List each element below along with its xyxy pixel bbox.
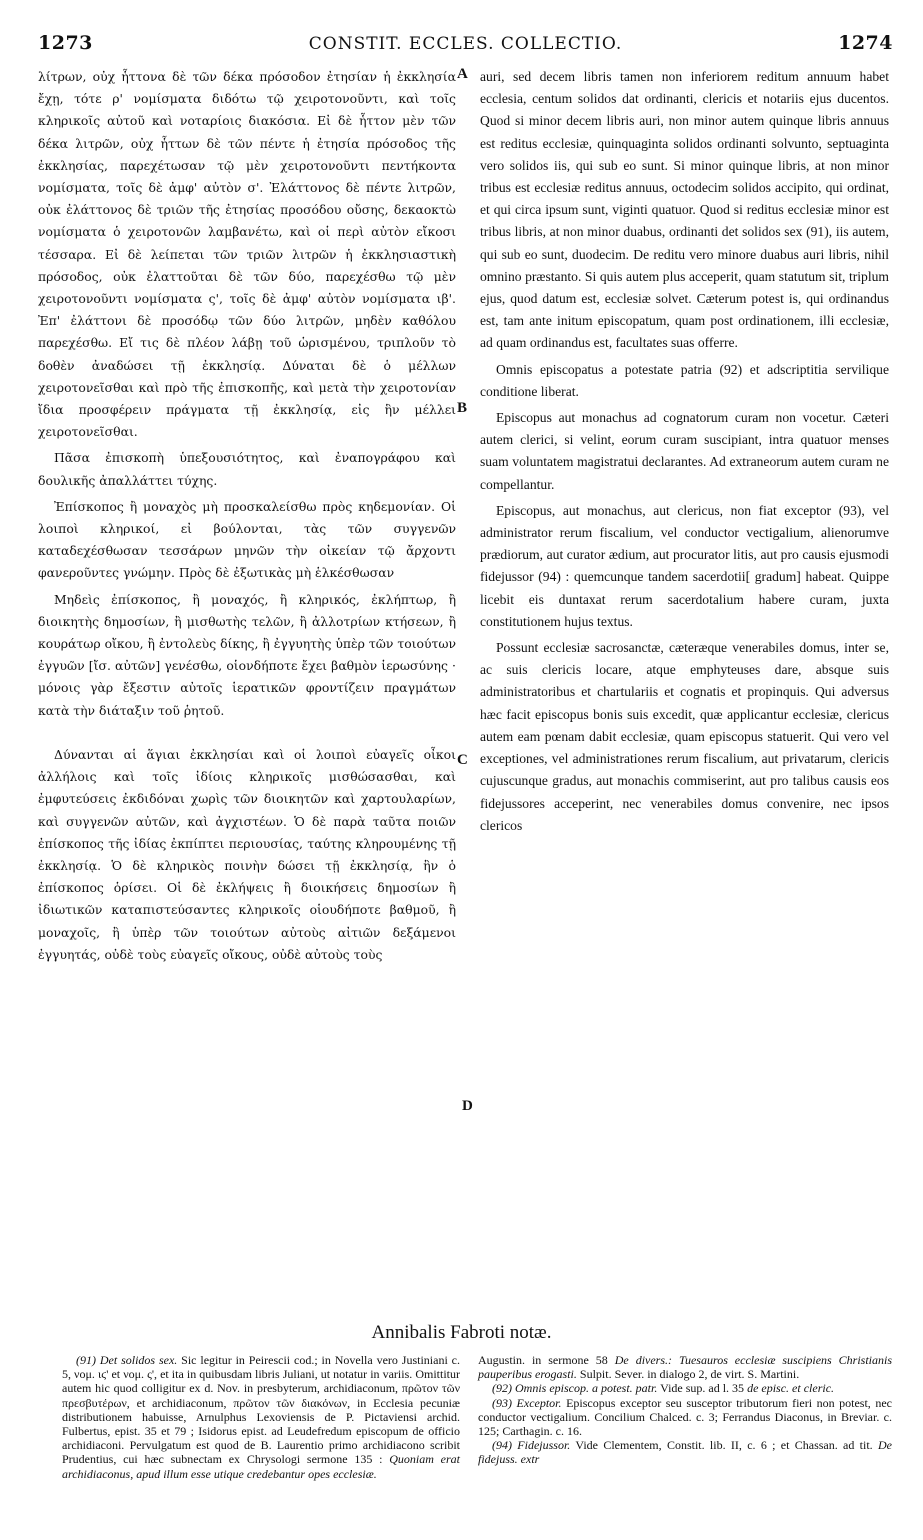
greek-column <box>38 66 456 966</box>
note-94 <box>478 1438 892 1466</box>
note-91-continued <box>478 1353 892 1381</box>
latin-paragraph: auri, sed decem libris tamen non inferiorem reditum annuum habet ecclesia, centum solidos dat ordinanti, clericis et notariis ejus ducentos. Quod si minor decem libris auri, non minor autem quinque libris annuus est reditus ecclesiæ, quinquaginta solidos ordinanti solvunto, septuaginta vero solidos iis, qui sub eo sunt. Si minor quinque libris, at non minor tribus est ecclesiæ reditus annuus, octodecim solidos accipito, qui ordinat, et qui circa ipsum sunt, viginti quatuor. Quod si reditus ecclesiæ minor est tribus libris, at non minor duabus, ordinanti det solidos sex (91), iis autem, qui sub eo sunt, duodecim. De reditu vero minore duabus auri libris, nihil omnino præstanto. Si quis autem plus acceperit, quam statutum sit, triplum ejus, quod datum est, ecclesiæ solvet. Cæterum potest is, qui ordinandus est, tam ante initum episcopatum, quam post ordinationem, illi ecclesiæ, ad quam ordinandus est, facultates suas offerre. <box>480 69 889 351</box>
notes-left-column <box>62 1353 460 1481</box>
note-lead: (94) Fidejussor. <box>492 1438 571 1453</box>
page-number-right: 1274 <box>838 32 893 54</box>
latin-column <box>480 66 889 837</box>
section-marker-c: C <box>457 752 468 768</box>
note-text: Vide Clementem, Constit. lib. II, c. 6 ; et Chassan. ad tit. <box>575 1438 873 1453</box>
note-text: Vide sup. ad l. 35 <box>660 1381 745 1396</box>
page-number-left: 1273 <box>38 32 93 54</box>
latin-paragraph: Episcopus, aut monachus, aut clericus, non fiat exceptor (93), vel administrator rerum fiscalium, vel conductor vectigalium, alienorumve prædiorum, aut curator ædium, aut procurator litis, aut pro causis ejusmodi fidejussor (94) : quemcunque tandem sacerdotii[ gradum] habeat. Quippe licebit eis duntaxat rerum sacerdotalium habere curam, juxta constitutionem hujus textus. <box>480 502 889 629</box>
note-91 <box>62 1353 460 1481</box>
greek-paragraph: λίτρων, οὐχ ἧττονα δὲ τῶν δέκα πρόσοδον ἐτησίαν ἡ ἐκκλησία ἔχῃ, τότε ρ' νομίσματα διδότω τῷ χειροτονοῦντι, καὶ τοῖς κληρικοῖς αὐτοῦ καὶ νοταρίοις διακόσια. Εἰ δὲ ἧττον μὲν τῶν δέκα λιτρῶν, οὐχ ἧττων δὲ τῶν πέντε ἡ ἐτησία πρόσοδος τῆς ἐκκλησίας, παρεχέτωσαν τῷ μὲν χειροτονοῦντι πεντήκοντα νομίσματα, τοῖς δὲ ἀμφ' αὐτὸν σ'. Ἐλάττονος δὲ πέντε λιτρῶν, οὐκ ἐλάττονος δὲ τριῶν τῆς ἐτησίας προσόδου οὔσης, δεκαοκτὼ νομίσματα ὁ χειροτονῶν λαμβανέτω, καὶ οἱ περὶ αὐτὸν εἴκοσι τέσσαρα. Εἰ δὲ λείπεται τῶν τριῶν λιτρῶν ἡ ἐκκλησιαστικὴ πρόσοδος, οὐκ ἐλαττοῦται δὲ τῶν δύο, παρεχέσθω τῷ μὲν χειροτονοῦντι νομίσματα ς', τοῖς δὲ ἀμφ' αὐτὸν νομίσματα ιβ'. Ἐπ' ἐλάττονι δὲ προσόδῳ τῶν δύο λιτρῶν, μηδὲν καθόλου παρεχέσθω. Εἴ τις δὲ πλέον λάβῃ τοῦ ὡρισμένου, τριπλοῦν τὸ δοθὲν ἀναδώσει τῇ ἐκκλησίᾳ. Δύναται δὲ ὁ μέλλων χειροτονεῖσθαι καὶ πρὸ τῆς ἐπισκοπῆς, καὶ μετὰ τὴν χειροτονίαν ἴδια προσφέρειν πράγματα τῇ ἐκκλησίᾳ, εἰς ἣν μέλλει χειροτονεῖσθαι. <box>38 69 456 440</box>
note-text: Augustin. in sermone 58 <box>478 1353 608 1367</box>
note-quote: De divers.: Tuesauros ecclesiæ suscipiens Christianis pauperibus erogasti. <box>478 1353 893 1382</box>
note-lead: (93) Exceptor. <box>492 1395 562 1410</box>
greek-paragraph: Μηδεὶς ἐπίσκοπος, ἢ μοναχός, ἢ κληρικός, ἐκλήπτωρ, ἢ διοικητὴς δημοσίων, ἢ μισθωτὴς τελῶν, ἢ ἀλλοτρίων κτήσεων, ἢ κουράτωρ οἴκου, ἢ ἐντολεὺς δίκης, ἢ ἐγγυητὴς ὑπὲρ τῶν τοιούτων ἐγγυῶν [ἴσ. αὐτῶν] γενέσθω, οἱονδήποτε ἔχει βαθμὸν ἱερωσύνης · μόνοις γὰρ ἔξεστιν αὐτοῖς ἱερατικῶν φροντίζειν πραγμάτων κατὰ τὴν διάταξιν τοῦ ῥητοῦ. <box>38 591 456 718</box>
note-ref: de episc. et cleric. <box>747 1381 835 1396</box>
latin-paragraph: Possunt ecclesiæ sacrosanctæ, cæteræque venerabiles domus, inter se, ac suis clericis locare, atque emphyteuses dare, absque suis administratoribus et chartulariis et cognatis et propinquis. Qui adversus hæc facit episcopus bonis suis excedit, quæ applicantur ecclesiæ, clericus autem eam pœnam dabit ecclesiæ, quam episcopus statuerit. Qui vero vel exceptiones, vel administrationes rerum fiscalium, aut privatarum, clericis cujuscunque gradus, aut monachis commiserint, aut pro talibus causis eos fidejussores acceperint, nec venerabiles domus convenire, nec ipsos clericos <box>480 640 889 833</box>
greek-paragraph: Δύνανται αἱ ἅγιαι ἐκκλησίαι καὶ οἱ λοιποὶ εὐαγεῖς οἶκοι ἀλλήλοις καὶ τοῖς ἰδίοις κληρικοῖς μισθώσασθαι, καὶ ἐμφυτεύσεις ἐκδιδόναι χωρὶς τῶν διοικητῶν καὶ χαρτουλαρίων, καὶ συγγενῶν αὐτῶν, καὶ ἀγχιστέων. Ὁ δὲ παρὰ ταῦτα ποιῶν ἐπίσκοπος τῆς ἰδίας ἐκπίπτει περιουσίας, ταύτης κληρουμένης τῇ ἐκκλησίᾳ. Ὁ δὲ κληρικὸς ποινὴν δώσει τῇ ἐκκλησίᾳ, ἣν ὁ ἐπίσκοπος ὁρίσει. Οἱ δὲ ἐκλήψεις ἢ διοικήσεις δημοσίων ἢ ἰδιωτικῶν καταπιστεύσαντες κληρικοῖς οἱουδήποτε βαθμοῦ, ἢ μοναχοῖς, ἢ ὑπὲρ τῶν τοιούτων αὐτοὺς αἰτιῶν δεξάμενοι ἐγγυητάς, οὐδὲ τοὺς εὐαγεῖς οἴκους, οὐδὲ αὐτοὺς τοὺς <box>38 746 456 962</box>
note-93 <box>478 1396 892 1439</box>
notes-right-column <box>478 1353 892 1467</box>
note-lead: (92) Omnis episcop. a potest. patr. <box>492 1381 658 1396</box>
note-text: Sulpit. Sever. in dialogo 2, de virt. S. Martini. <box>579 1367 800 1382</box>
section-marker-d: D <box>462 1098 473 1114</box>
note-ref: De fidejuss. extr <box>478 1438 892 1467</box>
running-title: CONSTIT. ECCLES. COLLECTIO. <box>308 34 623 54</box>
note-92 <box>478 1381 892 1395</box>
section-marker-b: B <box>457 400 468 416</box>
section-marker-a: A <box>457 66 468 82</box>
greek-paragraph: Πᾶσα ἐπισκοπὴ ὑπεξουσιότητος, καὶ ἐναπογράφου καὶ δουλικῆς ἀπαλλάττει τύχης. <box>38 450 456 488</box>
latin-paragraph: Episcopus aut monachus ad cognatorum curam non vocetur. Cæteri autem clerici, si velint, eorum curam suscipiant, intra quatuor menses suam voluntatem magistratui declarantes. Ad extraneorum autem curam ne compellantur. <box>480 410 889 492</box>
notes-title: Annibalis Fabroti notæ. <box>371 1322 552 1343</box>
note-quote: Quoniam erat archidiaconus, apud illum esse utique credebantur opes ecclesiæ. <box>62 1452 461 1481</box>
note-lead: (91) Det solidos sex. <box>76 1353 178 1367</box>
note-text: Episcopus exceptor seu susceptor tributorum fieri non potest, nec conductor vectigalium. Concilium Chalced. c. 3; Ferrandus Diaconus, in Breviar. c. 125; Carthagin. c. 16. <box>478 1395 893 1439</box>
note-text: Sic legitur in Peirescii cod.; in Novella vero Justiniani c. 5, νομ. ιϛ' et νομ. ς', et ita in quibusdam libris Juliani, ut notatur in variis. Omittitur autem hic quod colligitur ex d. Nov. in presbyterum, archidiaconum, πρῶτον τῶν πρεσβυτέρων, et archidiaconum, πρῶτον τῶν διακόνων, in Ecclesia pecuniæ distributionem habuisse, Arnulphus Lexoviensis de P. Pictaviensi archid. Fulbertus, epist. 35 et 79 ; Isidorus epist. ad Leudefredum episcopum de officio archidiaconi. Pervulgatum est quod de B. Laurentio primo archidiacono scribit Prudentius, cui hæc subnectam ex Chrysologi sermone 135 : <box>62 1353 461 1467</box>
running-head <box>38 32 893 58</box>
greek-paragraph: Ἐπίσκοπος ἢ μοναχὸς μὴ προσκαλείσθω πρὸς κηδεμονίαν. Οἱ λοιποὶ κληρικοί, εἰ βούλονται, τὰς τῶν συγγενῶν καταδεχέσθωσαν τεσσάρων μηνῶν τὴν οἰκείαν τῷ ἄρχοντι φανεροῦντες γνώμην. Πρὸς δὲ ἐξωτικὰς μὴ ἑλκέσθωσαν <box>38 498 456 581</box>
latin-paragraph: Omnis episcopatus a potestate patria (92) et adscriptitia servilique conditione liberat. <box>480 361 889 399</box>
